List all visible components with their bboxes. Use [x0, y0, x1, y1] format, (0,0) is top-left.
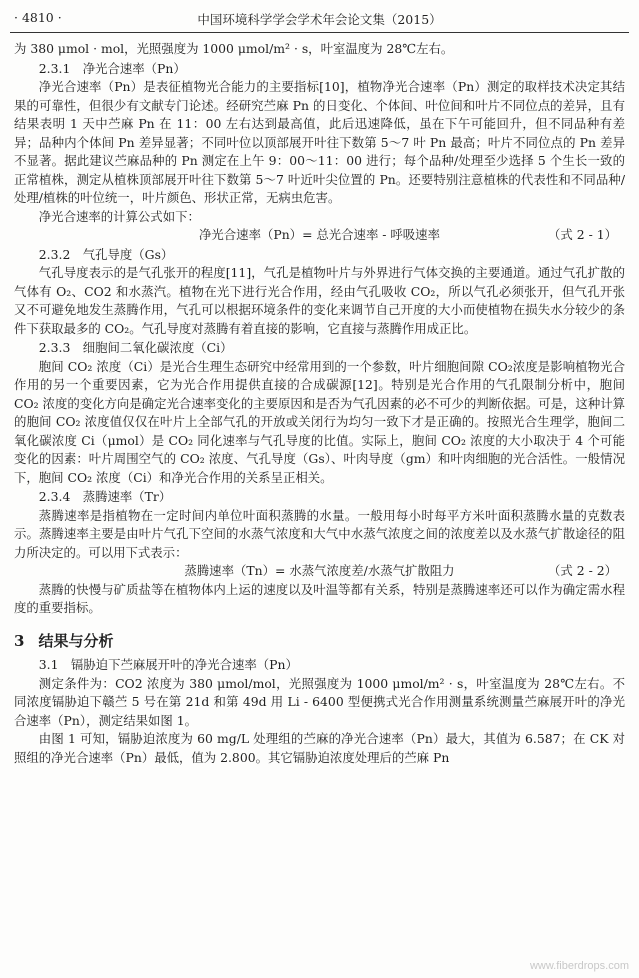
section-title: 结果与分析 — [38, 631, 114, 650]
equation — [14, 226, 625, 245]
paragraph: 为 380 μmol · mol，光照强度为 1000 μmol/m² · s，叶室温度为 28℃左右。 — [14, 41, 454, 56]
equation-number: （式 2 - 2） — [548, 563, 617, 578]
subsection-heading: 2.3.2 气孔导度（Gs） — [38, 246, 174, 262]
paragraph: 蒸腾的快慢与矿质盐等在植物体内上运的速度以及叶温等都有关系，特别是蒸腾速率还可以作为确定需水程度的重要指标。 — [14, 581, 625, 615]
paragraph: 蒸腾速率是指植物在一定时间内单位叶面积蒸腾的水量。一般用每小时每平方米叶面积蒸腾水量的克数表示。蒸腾速率主要是由叶片气孔下空间的水蒸气浓度和大气中水蒸气浓度之间的浓度差以及水蒸气扩散途径的阻力所决定的。可以用下式表示： — [14, 507, 625, 560]
section-heading — [14, 632, 625, 651]
page-number: · 4810 · — [14, 10, 62, 25]
header-rule — [10, 32, 629, 33]
paragraph: 胞间 CO₂ 浓度（Ci）是光合生理生态研究中经常用到的一个参数，叶片细胞间隙 CO₂浓度是影响植物光合作用的另一个重要因素，它为光合作用提供直接的合成碳源[12]。特别是光合作用的气孔限制分析中，胞间 CO₂ 浓度的变化方向是确定光合速率变化的主要原因和是否为气孔因素的必不可少的判断依据。可是，这种计算的胞间 CO₂ 浓度值仅仅在叶片上全部气孔的开放或关闭行为均匀一致下才是正确的。按照光合生理学，胞间二氧化碳浓度 Ci（μmol）是 CO₂ 同化速率与气孔导度的比值。实际上，胞间 CO₂ 浓度的大小取决于 4 个可能变化的因素：叶片周围空气的 CO₂ 浓度、气孔导度（Gs）、叶肉导度（gm）和叶肉细胞的光合活性。一般情况下，胞间 CO₂ 浓度（Ci）和净光合作用的关系呈正相关。 — [14, 358, 625, 485]
paragraph: 气孔导度表示的是气孔张开的程度[11]，气孔是植物叶片与外界进行气体交换的主要通道。通过气孔扩散的气体有 O₂、CO2 和水蒸汽。植物在光下进行光合作用，经由气孔吸收 CO₂，所以气孔必须张开，但气孔开张又不可避免地发生蒸腾作用，气孔可以根据环境条件的变化来调节自己开度的大小而使植物在损失水分较少的条件下获取最多的 CO₂。气孔导度对蒸腾有着直接的影响，它直接与蒸腾作用成正比。 — [14, 265, 625, 336]
paragraph: 由图 1 可知，镉胁迫浓度为 60 mg/L 处理组的苎麻的净光合速率（Pn）最大，其值为 6.587；在 CK 对照组的净光合速率（Pn）最低，值为 2.800。其它镉胁迫浓度处理后的苎麻 Pn — [14, 731, 625, 765]
equation-expression: 净光合速率（Pn）= 总光合速率 - 呼吸速率 — [199, 227, 440, 242]
subsection-heading: 2.3.4 蒸腾速率（Tr） — [38, 489, 172, 504]
paragraph: 净光合速率的计算公式如下： — [38, 208, 200, 224]
journal-title: 中国环境科学学会学术年会论文集（2015） — [197, 12, 442, 27]
watermark: www.fiberdrops.com — [529, 960, 629, 972]
equation-number: （式 2 - 1） — [548, 227, 617, 242]
running-header — [0, 8, 639, 28]
article-body — [14, 40, 625, 767]
subsection-heading: 2.3.3 细胞间二氧化碳浓度（Ci） — [38, 340, 233, 355]
paragraph: 净光合速率（Pn）是表征植物光合能力的主要指标[10]，植物净光合速率（Pn）测定的取样技术决定其结果的可靠性，但很少有文献专门论述。经研究苎麻 Pn 的日变化、个体间、叶位间和叶片不同位点的差异，且有结果表明 1 天中苎麻 Pn 在 11：00 左右达到最高值，此后迅速降低，虽在下午可能回升，但不同品种有差异；品种内个体间 Pn 差异显著；不同叶位以顶部展开叶往下数第 5～7 叶 Pn 最高；叶片不同位点的 Pn 差异不显著。据此建议苎麻品种的 Pn 测定在上午 9：00～11：00 进行；每个品种/处理至少选择 5 个生长一致的正常植株，测定从植株顶部展开叶往下数第 5～7 叶近叶尖位置的 Pn。还要特别注意植株的代表性和不同品种/处理/植株的叶位统一，叶片颜色、形状正常，无病虫危害。 — [14, 79, 625, 205]
section-number: 3 — [14, 631, 25, 650]
paragraph: 测定条件为：CO2 浓度为 380 μmol/mol，光照强度为 1000 μmol/m² · s，叶室温度为 28℃左右。不同浓度镉胁迫下赣苎 5 号在第 21d 和第 49d 用 Li - 6400 型便携式光合作用测量系统测量苎麻展开叶的净光合速率（Pn），测定结果如图 1。 — [14, 675, 625, 728]
equation — [14, 562, 625, 581]
subsection-heading: 3.1 镉胁迫下苎麻展开叶的净光合速率（Pn） — [38, 657, 298, 672]
equation-expression: 蒸腾速率（Tn）= 水蒸气浓度差/水蒸气扩散阻力 — [184, 563, 455, 578]
subsection-heading: 2.3.1 净光合速率（Pn） — [38, 60, 186, 76]
